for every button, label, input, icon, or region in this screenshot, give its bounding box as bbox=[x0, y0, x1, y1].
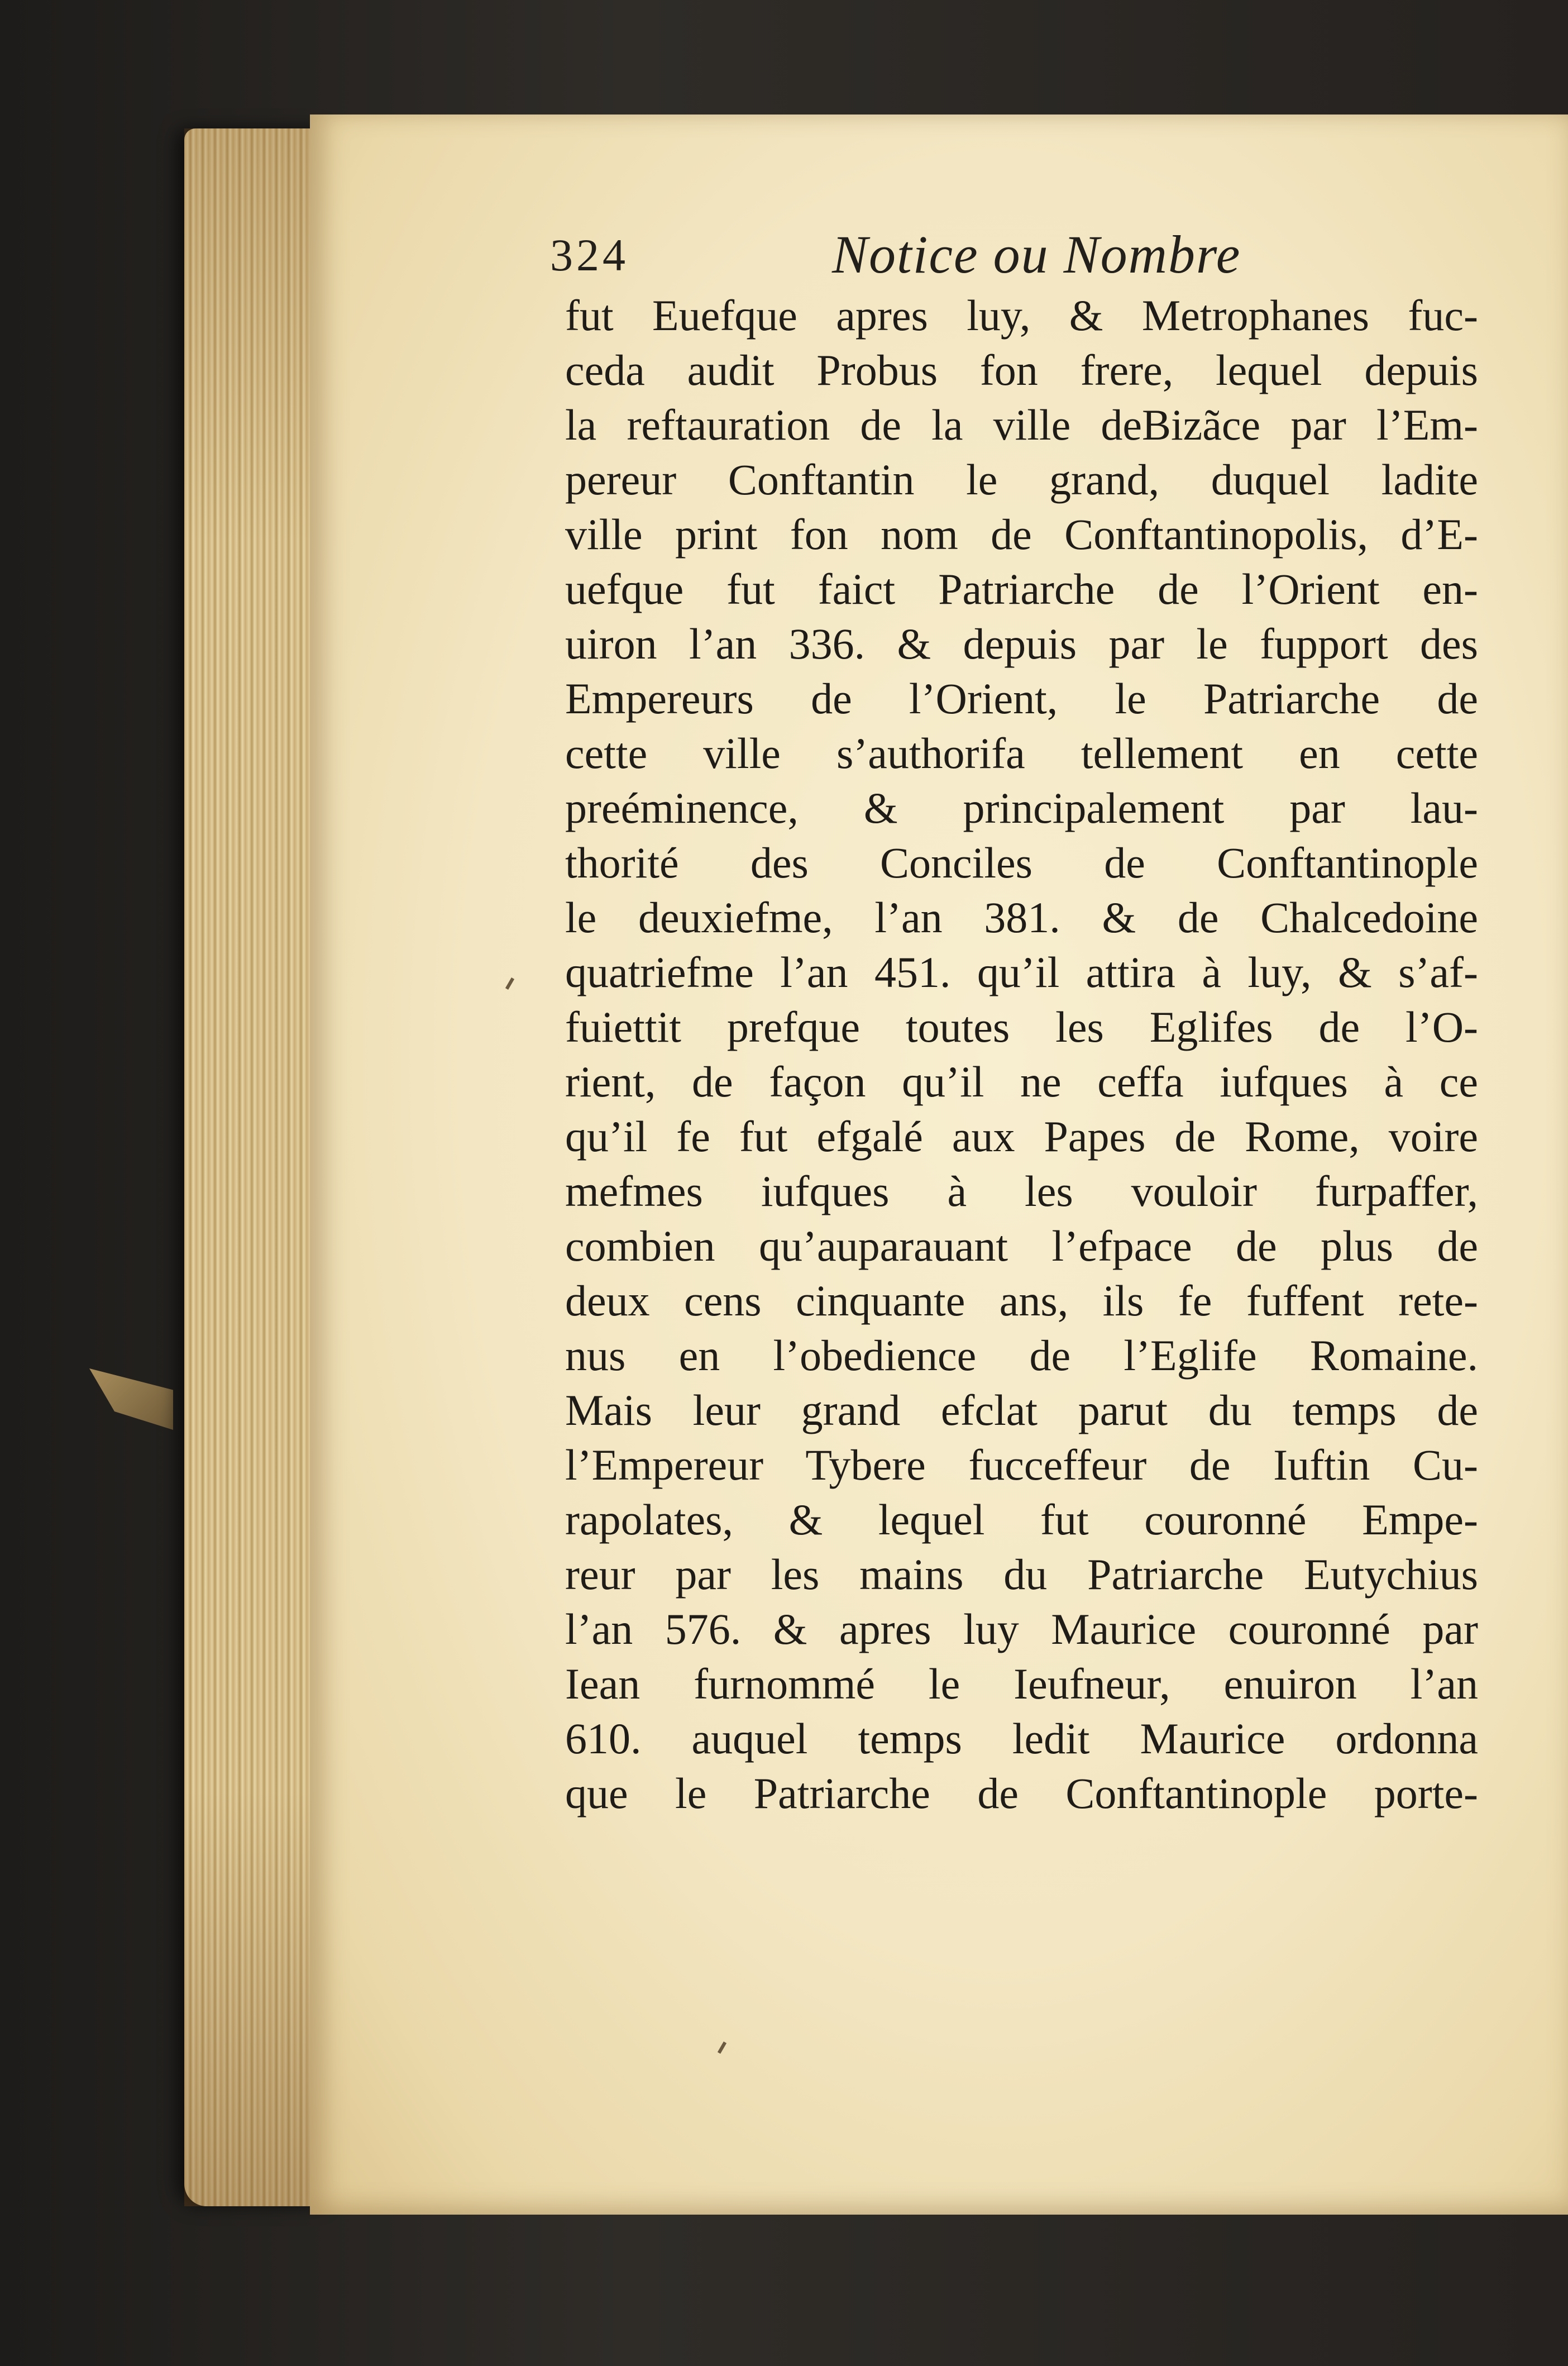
text-line: preéminence, & principalement par lau- bbox=[565, 784, 1478, 832]
text-line: rapolates, & lequel fut couronné Empe- bbox=[565, 1495, 1478, 1544]
text-line: uiron l’an 336. & depuis par le fupport des bbox=[565, 619, 1478, 668]
text-line: nus en l’obedience de l’Eglife Romaine. bbox=[565, 1331, 1478, 1380]
text-line: reur par les mains du Patriarche Eutychius bbox=[565, 1550, 1478, 1599]
text-line: fut Euefque apres luy, & Metrophanes fuc- bbox=[565, 291, 1478, 340]
text-line: l’Empereur Tybere fucceffeur de Iuftin Cu- bbox=[565, 1440, 1478, 1489]
text-line: deux cens cinquante ans, ils fe fuffent rete- bbox=[565, 1276, 1478, 1325]
text-line: uefque fut faict Patriarche de l’Orient en- bbox=[565, 565, 1478, 613]
body-text bbox=[565, 288, 1478, 1821]
text-line: combien qu’auparauant l’efpace de plus de bbox=[565, 1222, 1478, 1270]
text-line: thorité des Conciles de Conftantinople bbox=[565, 838, 1478, 887]
text-line: le deuxiefme, l’an 381. & de Chalcedoine bbox=[565, 893, 1478, 942]
text-line: qu’il fe fut efgalé aux Papes de Rome, voire bbox=[565, 1112, 1478, 1161]
text-line: Mais leur grand efclat parut du temps de bbox=[565, 1386, 1478, 1434]
text-line: ceda audit Probus fon frere, lequel depuis bbox=[565, 346, 1478, 394]
page-number: 324 bbox=[550, 230, 629, 280]
text-line: fuiettit prefque toutes les Eglifes de l’O- bbox=[565, 1003, 1478, 1051]
text-line: la reftauration de la ville deBizãce par l’Em- bbox=[565, 400, 1478, 449]
text-line: 610. auquel temps ledit Maurice ordonna bbox=[565, 1714, 1478, 1763]
running-head bbox=[550, 223, 1471, 290]
text-line: quatriefme l’an 451. qu’il attira à luy, & s’af- bbox=[565, 948, 1478, 996]
text-line: Iean furnommé le Ieufneur, enuiron l’an bbox=[565, 1659, 1478, 1708]
text-line: rient, de façon qu’il ne ceffa iufques à ce bbox=[565, 1057, 1478, 1106]
running-title: Notice ou Nombre bbox=[832, 225, 1241, 284]
text-line: l’an 576. & apres luy Maurice couronné par bbox=[565, 1605, 1478, 1653]
text-line: Empereurs de l’Orient, le Patriarche de bbox=[565, 674, 1478, 723]
text-line: cette ville s’authorifa tellement en cette bbox=[565, 729, 1478, 777]
text-line: que le Patriarche de Conftantinople porte- bbox=[565, 1769, 1478, 1818]
text-line: mefmes iufques à les vouloir furpaffer, bbox=[565, 1167, 1478, 1215]
text-line: pereur Conftantin le grand, duquel ladite bbox=[565, 455, 1478, 504]
book-fore-edge bbox=[184, 128, 329, 2206]
text-line: ville print fon nom de Conftantinopolis, d’E- bbox=[565, 510, 1478, 559]
